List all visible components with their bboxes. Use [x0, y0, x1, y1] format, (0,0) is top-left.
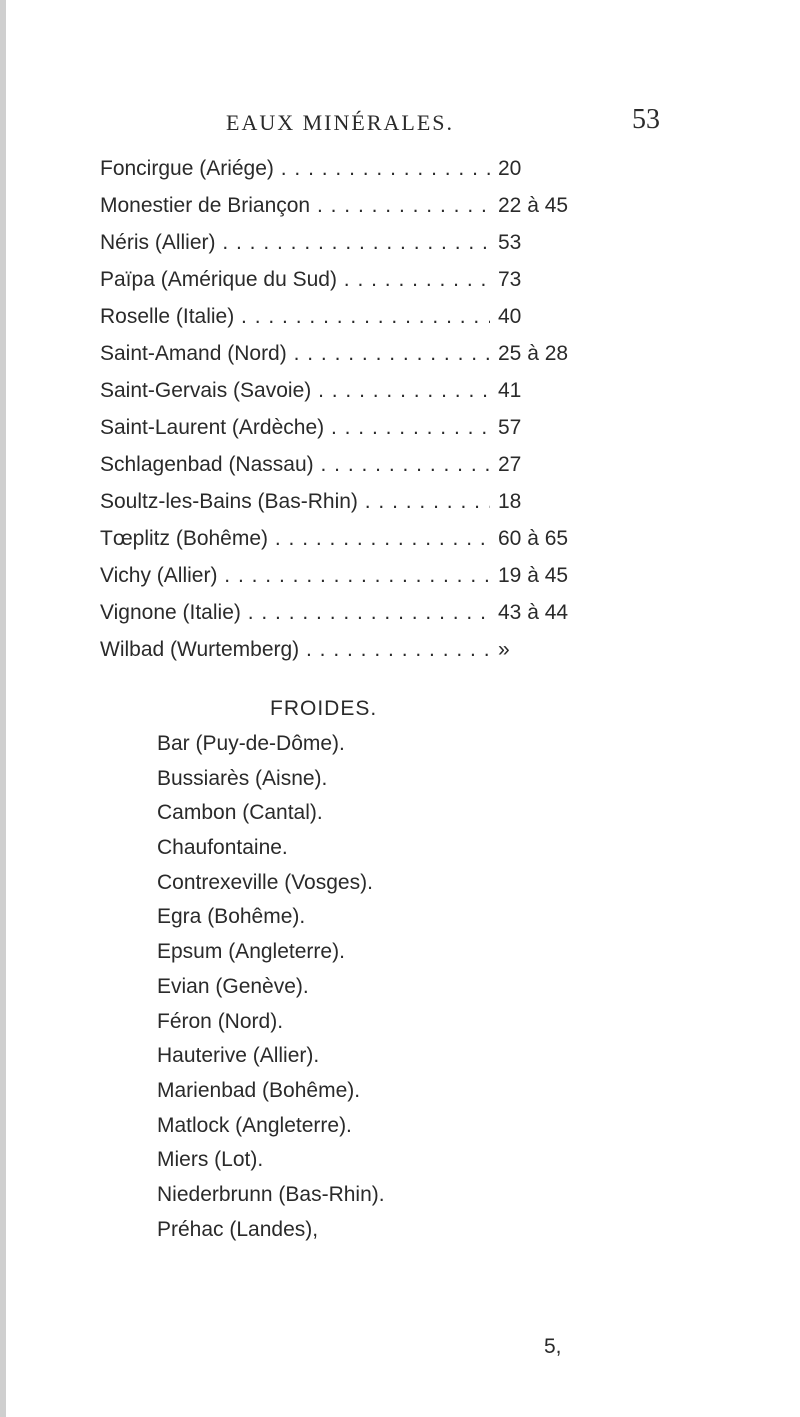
- list-item: Bar (Puy-de-Dôme).: [157, 732, 345, 755]
- list-item: [100, 157, 640, 194]
- spring-name: Vichy (Allier) . . .: [100, 564, 490, 588]
- cold-section-title: FROIDES.: [270, 697, 378, 720]
- list-item: Egra (Bohême).: [157, 905, 306, 929]
- spring-temperature: 73: [498, 268, 522, 291]
- page-binding-edge: [0, 0, 6, 1417]
- list-item: Hauterive (Allier).: [157, 1044, 320, 1068]
- warm-springs-list: [100, 157, 640, 675]
- list-item: [100, 416, 640, 453]
- list-item: Chaufontaine.: [157, 836, 288, 860]
- list-item: [100, 305, 640, 342]
- list-item: Evian (Genève).: [157, 974, 309, 998]
- spring-name: Païpa (Amérique du Sud) . . .: [100, 268, 490, 292]
- list-item: Contrexeville (Vosges).: [157, 870, 373, 894]
- spring-name: Wilbad (Wurtemberg) . . .: [100, 638, 490, 662]
- list-item: [100, 342, 640, 379]
- spring-name: Foncirgue (Ariége) . . .: [100, 157, 490, 181]
- spring-temperature: 27: [498, 453, 522, 476]
- page-number: 53: [632, 104, 660, 135]
- spring-temperature: 20: [498, 157, 522, 180]
- spring-temperature: 22 à 45: [498, 194, 569, 217]
- list-item: [100, 601, 640, 638]
- cold-springs-list: [157, 732, 385, 1252]
- list-item: Miers (Lot).: [157, 1148, 264, 1172]
- list-item: Marienbad (Bohême).: [157, 1078, 361, 1102]
- spring-name: Saint-Amand (Nord) . . .: [100, 342, 490, 366]
- spring-temperature: 60 à 65: [498, 527, 569, 550]
- spring-temperature: 57: [498, 416, 522, 439]
- list-item: [100, 453, 640, 490]
- spring-temperature: 43 à 44: [498, 601, 569, 624]
- spring-name: Tœplitz (Bohême) . . .: [100, 527, 490, 551]
- list-item: [100, 490, 640, 527]
- list-item: Bussiarès (Aisne).: [157, 766, 328, 790]
- page-header: [0, 104, 800, 146]
- spring-name: Néris (Allier) . . .: [100, 231, 490, 255]
- list-item: [100, 268, 640, 305]
- spring-temperature: 25 à 28: [498, 342, 569, 365]
- signature-mark: 5,: [544, 1335, 562, 1358]
- spring-name: Saint-Gervais (Savoie) . . .: [100, 379, 490, 403]
- list-item: Matlock (Angleterre).: [157, 1113, 352, 1137]
- spring-temperature: 18: [498, 490, 522, 513]
- spring-temperature: 41: [498, 379, 522, 402]
- list-item: [100, 527, 640, 564]
- spring-name: Monestier de Briançon . . .: [100, 194, 490, 218]
- list-item: Préhac (Landes),: [157, 1217, 319, 1241]
- spring-temperature: 19 à 45: [498, 564, 569, 587]
- list-item: Niederbrunn (Bas-Rhin).: [157, 1182, 385, 1206]
- spring-name: Saint-Laurent (Ardèche) . . .: [100, 416, 490, 440]
- spring-name: Schlagenbad (Nassau) . . .: [100, 453, 490, 477]
- spring-name: Soultz-les-Bains (Bas-Rhin) . . .: [100, 490, 490, 514]
- list-item: [100, 194, 640, 231]
- list-item: [100, 231, 640, 268]
- running-head: EAUX MINÉRALES.: [226, 110, 454, 135]
- list-item: Cambon (Cantal).: [157, 801, 323, 825]
- list-item: Epsum (Angleterre).: [157, 940, 345, 964]
- list-item: [100, 379, 640, 416]
- spring-name: Vignone (Italie) . . .: [100, 601, 490, 625]
- spring-temperature: 53: [498, 231, 522, 254]
- spring-temperature: »: [498, 638, 510, 661]
- list-item: Féron (Nord).: [157, 1009, 284, 1033]
- list-item: [100, 564, 640, 601]
- spring-name: Roselle (Italie) . . .: [100, 305, 490, 329]
- spring-temperature: 40: [498, 305, 522, 328]
- list-item: [100, 638, 640, 675]
